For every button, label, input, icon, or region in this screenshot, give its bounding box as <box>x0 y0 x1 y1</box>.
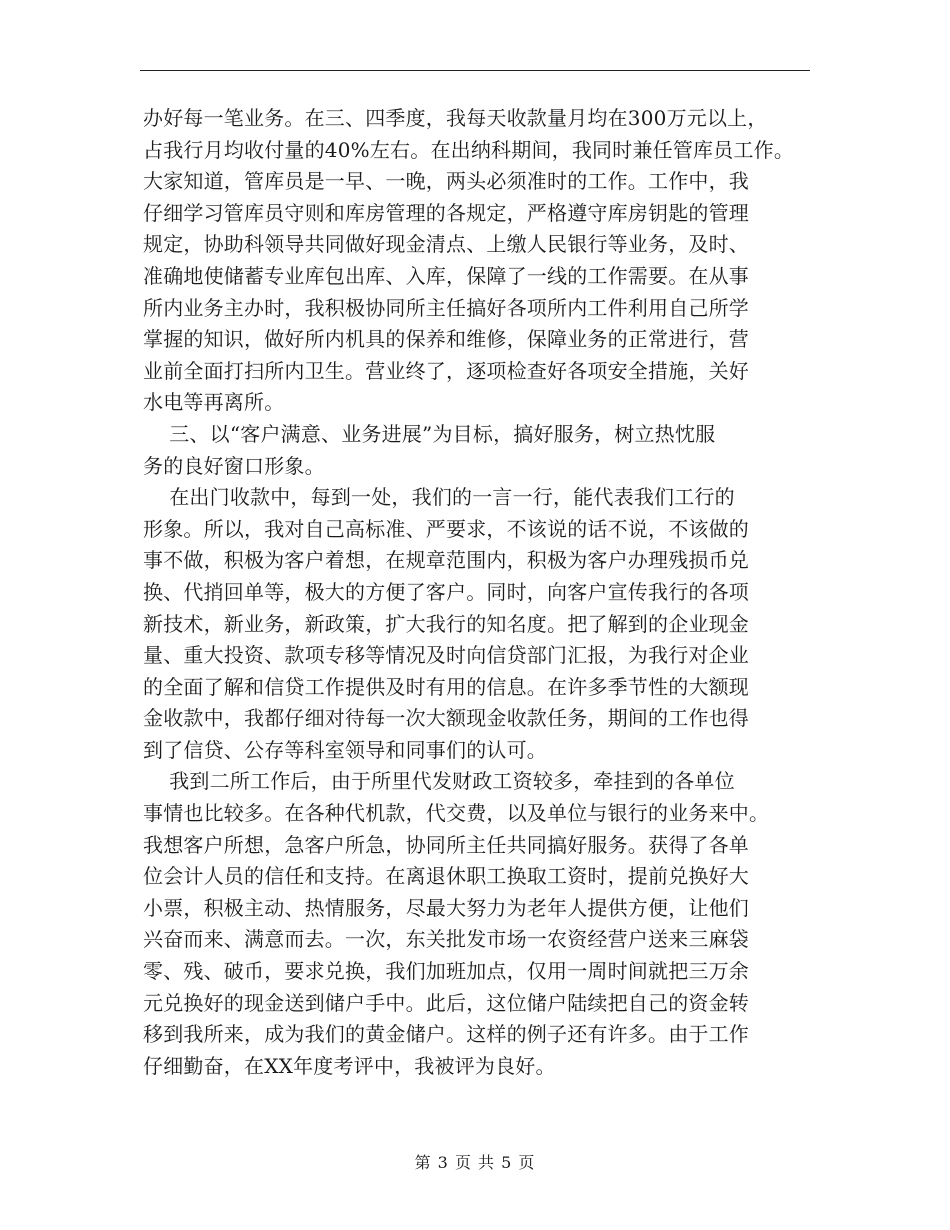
text-line: 的全面了解和信贷工作提供及时有用的信息。在许多季节性的大额现 <box>143 674 749 699</box>
text-line: 准确地使储蓄专业库包出库、入库，保障了一线的工作需要。在从事 <box>143 263 749 288</box>
text-line: 移到我所来，成为我们的黄金储户。这样的例子还有许多。由于工作 <box>143 1022 749 1047</box>
text-line: 金收款中，我都仔细对待每一次大额现金收款任务，期间的工作也得 <box>143 706 749 731</box>
text-line: 换、代捎回单等，极大的方便了客户。同时，向客户宣传我行的各项 <box>143 579 749 604</box>
text-line: 我到二所工作后，由于所里代发财政工资较多，牵挂到的各单位 <box>143 769 735 794</box>
text-line: 大家知道，管库员是一早、一晚，两头必须准时的工作。工作中，我 <box>143 169 749 194</box>
text-line: 量、重大投资、款项专移等情况及时向信贷部门汇报，为我行对企业 <box>143 643 749 668</box>
text-line: 位会计人员的信任和支持。在离退休职工换取工资时，提前兑换好大 <box>143 864 749 889</box>
text-line: 掌握的知识，做好所内机具的保养和维修，保障业务的正常进行，营 <box>143 327 749 352</box>
text-line: 办好每一笔业务。在三、四季度，我每天收款量月均在300万元以上， <box>143 106 768 130</box>
text-line: 仔细勤奋，在XX年度考评中，我被评为良好。 <box>143 1053 556 1078</box>
text-line: 在出门收款中，每到一处，我们的一言一行，能代表我们工行的 <box>143 485 735 510</box>
text-line: 小票，积极主动、热情服务，尽最大努力为老年人提供方便，让他们 <box>143 895 749 920</box>
page-number-footer: 第 3 页 共 5 页 <box>414 1153 536 1172</box>
text-line: 占我行月均收付量的40%左右。在出纳科期间，我同时兼任管库员工作。 <box>143 137 795 162</box>
text-line: 零、残、破币，要求兑换，我们加班加点，仅用一周时间就把三万余 <box>143 959 749 984</box>
section-heading-line: 务的良好窗口形象。 <box>143 453 325 478</box>
text-line: 元兑换好的现金送到储户手中。此后，这位储户陆续把自己的资金转 <box>143 990 749 1015</box>
text-line: 仔细学习管库员守则和库房管理的各规定，严格遵守库房钥匙的管理 <box>143 200 749 225</box>
text-line: 事不做，积极为客户着想，在规章范围内，积极为客户办理残损币兑 <box>143 548 749 573</box>
text-line: 新技术，新业务，新政策，扩大我行的知名度。把了解到的企业现金 <box>143 611 749 636</box>
text-line: 业前全面打扫所内卫生。营业终了，逐项检查好各项安全措施，关好 <box>143 358 749 383</box>
text-line: 兴奋而来、满意而去。一次，东关批发市场一农资经营户送来三麻袋 <box>143 927 749 952</box>
header-rule <box>140 70 810 71</box>
text-line: 到了信贷、公存等科室领导和同事们的认可。 <box>143 737 547 762</box>
text-line: 我想客户所想，急客户所急，协同所主任共同搞好服务。获得了各单 <box>143 832 749 857</box>
text-line: 水电等再离所。 <box>143 390 285 415</box>
text-line: 形象。所以，我对自己高标准、严要求，不该说的话不说，不该做的 <box>143 516 749 541</box>
text-line: 事情也比较多。在各种代机款，代交费，以及单位与银行的业务来中。 <box>143 801 770 826</box>
body-text <box>143 103 813 1082</box>
text-line: 所内业务主办时，我积极协同所主任搞好各项所内工件利用自己所学 <box>143 295 749 320</box>
section-heading-line: 三、以“客户满意、业务进展”为目标，搞好服务，树立热忱服 <box>143 421 716 446</box>
text-line: 规定，协助科领导共同做好现金清点、上缴人民银行等业务，及时、 <box>143 232 749 257</box>
